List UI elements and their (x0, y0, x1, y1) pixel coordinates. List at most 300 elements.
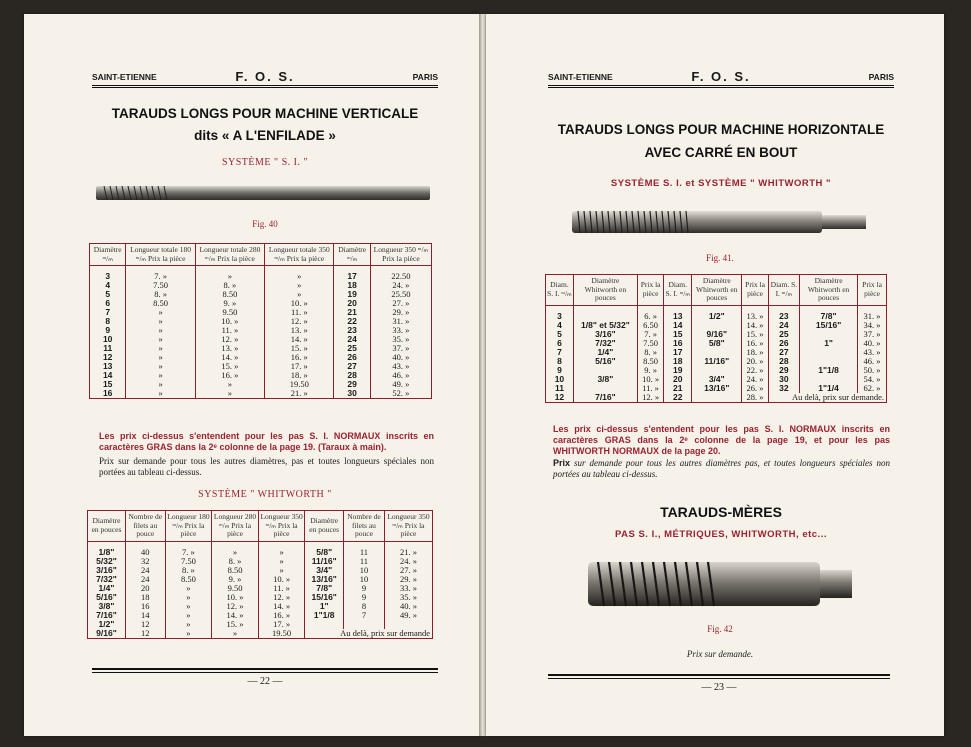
table-cell: 1/2" (692, 312, 742, 321)
table-cell: 37. » (370, 344, 431, 353)
table-row (90, 335, 432, 344)
column-header: Diamètre ᵐ/ₘ (90, 244, 126, 266)
table-cell: 3/8" (88, 602, 126, 611)
table-cell: 10. » (265, 299, 334, 308)
table-row (90, 299, 432, 308)
right-note-1 (553, 424, 890, 457)
table-cell: » (195, 389, 264, 399)
tap-fig40-drawing (96, 180, 432, 206)
left-title: TARAUDS LONGS POUR MACHINE VERTICALE (111, 106, 419, 121)
table-cell: 23 (334, 326, 370, 335)
table-cell: 13 (664, 312, 692, 321)
table-cell: 7.50 (637, 339, 663, 348)
table-cell: 12. » (637, 393, 663, 403)
table-cell: 27. » (370, 299, 431, 308)
table-cell: 21. » (265, 389, 334, 399)
table-cell: » (126, 308, 195, 317)
right-title: TARAUDS LONGS POUR MACHINE HORIZONTALE (557, 122, 885, 137)
table-cell: 50. » (858, 366, 887, 375)
table-cell: 20 (664, 375, 692, 384)
right-running-header (548, 66, 894, 88)
table-cell (692, 393, 742, 403)
si-price-table (89, 243, 432, 399)
table-cell: 28 (334, 371, 370, 380)
table-row (88, 557, 433, 566)
table-cell: 26. » (742, 384, 768, 393)
table-cell: 12 (546, 393, 574, 403)
header-brand: F. O. S. (235, 69, 295, 84)
table-cell: 14. » (742, 321, 768, 330)
column-header: Diamètre Whitworth en pouces (573, 275, 637, 306)
table-row (90, 272, 432, 281)
table-cell: 32 (768, 384, 799, 393)
table-cell: 12 (125, 629, 165, 639)
column-header: Longueur totale 350 ᵐ/ₘ Prix la pièce (265, 244, 334, 266)
column-header: Prix la pièce (742, 275, 768, 306)
table-cell: 29 (334, 380, 370, 389)
table-cell: 22.50 (370, 272, 431, 281)
table-cell: » (258, 548, 305, 557)
table-cell: 15. » (195, 362, 264, 371)
table-cell: 15/16" (800, 321, 858, 330)
table-cell: 18 (125, 593, 165, 602)
table-cell: 7/8" (305, 584, 344, 593)
whitworth-price-table (87, 510, 433, 639)
table-cell: 26 (768, 339, 799, 348)
table-cell: 7/16" (88, 611, 126, 620)
table-cell: 43. » (370, 362, 431, 371)
table-cell: 13. » (195, 344, 264, 353)
right-footer-rule (548, 674, 890, 679)
table-cell: » (126, 353, 195, 362)
table-cell: 13. » (265, 326, 334, 335)
right-note-2 (553, 458, 890, 480)
table-cell: 6.50 (637, 321, 663, 330)
table-cell: 11. » (265, 308, 334, 317)
table-cell: 16. » (742, 339, 768, 348)
column-header: Longueur totale 180 ᵐ/ₘ Prix la pièce (126, 244, 195, 266)
table-cell: 5/32" (88, 557, 126, 566)
table-cell: 40. » (858, 339, 887, 348)
table-cell: » (265, 281, 334, 290)
table-cell: 46. » (858, 357, 887, 366)
table-row (88, 593, 433, 602)
table-cell: 9.50 (195, 308, 264, 317)
table-cell: 10 (344, 566, 385, 575)
table-cell: 3 (90, 272, 126, 281)
header-rule (548, 85, 894, 88)
table-cell: 1/8" et 5/32" (573, 321, 637, 330)
right-note-prix: Prix (553, 458, 571, 468)
table-cell: 22 (334, 317, 370, 326)
table-cell: 11. » (258, 584, 305, 593)
column-header: Diamètre Whitworth en pouces (692, 275, 742, 306)
table-cell: 15. » (265, 344, 334, 353)
table-cell: 37. » (858, 330, 887, 339)
table-cell: 7.50 (165, 557, 212, 566)
table-cell: 14 (664, 321, 692, 330)
table-cell: » (126, 335, 195, 344)
table-cell: 40 (125, 548, 165, 557)
table-row (88, 584, 433, 593)
table-cell: 26 (334, 353, 370, 362)
table-cell: 10 (344, 575, 385, 584)
table-cell: 7. » (637, 330, 663, 339)
table-cell: 8 (90, 317, 126, 326)
table-cell: » (126, 380, 195, 389)
table-cell: 33. » (370, 326, 431, 335)
table-cell: 9/16" (692, 330, 742, 339)
table-cell: 10 (90, 335, 126, 344)
table-cell: 11 (344, 557, 385, 566)
table-cell: » (165, 620, 212, 629)
column-header: Diam. S. I. ᵐ/ₘ (546, 275, 574, 306)
table-cell: 4 (546, 321, 574, 330)
table-cell: 27 (334, 362, 370, 371)
column-header: Diamètre Whitworth en pouces (800, 275, 858, 306)
fig41-caption: Fig. 41. (706, 253, 734, 263)
table-cell: 8.50 (126, 299, 195, 308)
table-cell: 1/8" (88, 548, 126, 557)
table-cell: 14 (90, 371, 126, 380)
table-cell: 8. » (165, 566, 212, 575)
left-note-2: Prix sur demande pour tous les autres diamètres, pas et toutes longueurs spéciales non portées au tableau ci-dessus. (99, 456, 434, 477)
table-cell: 54. » (858, 375, 887, 384)
table-cell: 16. » (265, 353, 334, 362)
table-cell: 10. » (258, 575, 305, 584)
table-cell: 1/4" (573, 348, 637, 357)
table-cell: » (126, 389, 195, 399)
header-city: SAINT-ETIENNE (548, 72, 613, 82)
table-cell: 13/16" (692, 384, 742, 393)
system-whitworth-label: SYSTÈME " WHITWORTH " (198, 489, 332, 500)
table-cell: 1/4" (88, 584, 126, 593)
table-cell: 6 (546, 339, 574, 348)
table-cell: 1"1/8 (800, 366, 858, 375)
table-cell: 9 (90, 326, 126, 335)
table-cell: 19.50 (265, 380, 334, 389)
table-cell: 9.50 (212, 584, 259, 593)
table-cell: 12. » (195, 335, 264, 344)
table-cell: 8. » (126, 290, 195, 299)
column-header: Longueur 350 ᵐ/ₘ Prix la pièce (258, 511, 305, 542)
table-cell: » (165, 584, 212, 593)
column-header: Longueur 280 ᵐ/ₘ Prix la pièce (212, 511, 259, 542)
table-cell: 20 (334, 299, 370, 308)
table-cell: 16. » (258, 611, 305, 620)
table-cell: 15 (664, 330, 692, 339)
table-cell: 12. » (212, 602, 259, 611)
table-cell: 52. » (370, 389, 431, 399)
table-row (88, 602, 433, 611)
table-cell: » (265, 272, 334, 281)
header-city-right: PARIS (868, 72, 894, 82)
table-cell: » (165, 629, 212, 639)
table-cell: » (165, 602, 212, 611)
table-cell: 11. » (195, 326, 264, 335)
table-row (90, 290, 432, 299)
table-row (546, 393, 887, 403)
table-cell: 62. » (858, 384, 887, 393)
table-row (90, 380, 432, 389)
table-cell: » (212, 548, 259, 557)
table-cell: 1/2" (88, 620, 126, 629)
table-cell: 11/16" (305, 557, 344, 566)
table-row (88, 566, 433, 575)
table-cell: 8. » (212, 557, 259, 566)
table-cell: 27. » (384, 566, 432, 575)
table-cell: 16. » (195, 371, 264, 380)
table-row (90, 371, 432, 380)
table-cell (800, 348, 858, 357)
table-cell: 24 (125, 575, 165, 584)
column-header: Diamètre ᵐ/ₘ (334, 244, 370, 266)
table-cell: 14. » (265, 335, 334, 344)
header-rule (92, 85, 438, 88)
right-note-bold: Les prix ci-dessus s'entendent pour les pas S. I. NORMAUX inscrits en caractères GRAS dans la 2ᵉ colonne de la page 19, et pour les pas WHITWORTH NORMAUX de la page 20. (553, 424, 890, 456)
table-cell: » (126, 362, 195, 371)
table-cell: 16 (125, 602, 165, 611)
table-cell: 9. » (212, 575, 259, 584)
table-cell: 8 (344, 602, 385, 611)
table-cell: 19 (664, 366, 692, 375)
column-header: Longueur 350 ᵐ/ₘ Prix la pièce (384, 511, 432, 542)
table-cell: 7 (90, 308, 126, 317)
table-cell: 29 (768, 366, 799, 375)
table-cell (305, 620, 344, 629)
table-cell: 15 (90, 380, 126, 389)
fig42-caption: Fig. 42 (707, 624, 733, 634)
table-cell: 8.50 (165, 575, 212, 584)
table-row (90, 389, 432, 399)
table-cell: 33. » (384, 584, 432, 593)
table-cell: 24 (125, 566, 165, 575)
table-cell: 12. » (258, 593, 305, 602)
column-header: Longueur 350 ᵐ/ₘ Prix la pièce (370, 244, 431, 266)
table-cell: 19.50 (258, 629, 305, 639)
table-cell: 13. » (742, 312, 768, 321)
table-cell: 17. » (258, 620, 305, 629)
table-cell: 21. » (384, 548, 432, 557)
table-cell: 5 (90, 290, 126, 299)
table-cell: 12 (125, 620, 165, 629)
table-cell: 29. » (370, 308, 431, 317)
table-footer-note: Au delà, prix sur demande. (768, 393, 886, 403)
table-cell: 18. » (742, 348, 768, 357)
table-cell: 16 (664, 339, 692, 348)
table-cell: » (258, 566, 305, 575)
header-brand: F. O. S. (691, 69, 751, 84)
table-cell: 15. » (742, 330, 768, 339)
table-cell: 8.50 (212, 566, 259, 575)
table-cell: 6 (90, 299, 126, 308)
left-subtitle: dits « A L'ENFILADE » (194, 128, 336, 143)
table-cell: 49. » (384, 611, 432, 620)
table-cell: 40. » (384, 602, 432, 611)
table-cell: » (258, 557, 305, 566)
left-footer-rule (92, 668, 438, 673)
table-cell: 1" (800, 339, 858, 348)
left-page-number: — 22 — (247, 676, 283, 687)
table-cell: 46. » (370, 371, 431, 380)
table-cell: 18 (334, 281, 370, 290)
left-running-header (92, 66, 438, 88)
table-cell: 29. » (384, 575, 432, 584)
table-footer-note: Au delà, prix sur demande (305, 629, 433, 639)
table-cell: » (165, 593, 212, 602)
table-cell: 3/4" (692, 375, 742, 384)
table-cell: » (195, 272, 264, 281)
table-cell: 40. » (370, 353, 431, 362)
fig42-price-note: Prix sur demande. (686, 649, 754, 659)
table-cell: 32 (125, 557, 165, 566)
right-page-number: — 23 — (701, 682, 737, 693)
table-cell: 9 (546, 366, 574, 375)
table-cell: 15/16" (305, 593, 344, 602)
table-cell: 25 (768, 330, 799, 339)
table-cell: 7/32" (573, 339, 637, 348)
table-cell: 24. » (742, 375, 768, 384)
table-cell: 24. » (370, 281, 431, 290)
table-cell: 27 (768, 348, 799, 357)
table-cell: 9. » (195, 299, 264, 308)
table-cell: 31. » (858, 312, 887, 321)
table-cell: 11. » (637, 384, 663, 393)
table-cell: 19 (334, 290, 370, 299)
table-cell: 3/16" (573, 330, 637, 339)
taraud-meres-subtitle: PAS S. I., MÉTRIQUES, WHITWORTH, etc... (615, 529, 827, 540)
table-cell: 3/16" (88, 566, 126, 575)
fig40-caption: Fig. 40 (252, 219, 278, 229)
column-header: Longueur totale 280 ᵐ/ₘ Prix la pièce (195, 244, 264, 266)
table-cell: 13/16" (305, 575, 344, 584)
table-cell: 8.50 (637, 357, 663, 366)
table-cell: 8. » (195, 281, 264, 290)
column-header: Longueur 180 ᵐ/ₘ Prix la pièce (165, 511, 212, 542)
column-header: Prix la pièce (858, 275, 887, 306)
table-cell: 7/32" (88, 575, 126, 584)
table-cell: 1"1/4 (800, 384, 858, 393)
table-cell: 35. » (384, 593, 432, 602)
taraud-meres-title: TARAUDS-MÈRES (660, 504, 782, 520)
table-cell: 14. » (212, 611, 259, 620)
table-cell: 21 (664, 384, 692, 393)
table-cell: 24 (768, 321, 799, 330)
header-city: SAINT-ETIENNE (92, 72, 157, 82)
table-cell: 24 (334, 335, 370, 344)
table-cell: 10. » (212, 593, 259, 602)
system-si-label: SYSTÈME " S. I. " (221, 157, 309, 168)
table-cell: » (126, 317, 195, 326)
table-row (90, 344, 432, 353)
table-cell: 13 (90, 362, 126, 371)
left-note-bold: Les prix ci-dessus s'entendent pour les pas S. I. NORMAUX inscrits en caractères GRAS dans la 2ᵉ colonne de la page 19. (Taraux à main). (99, 431, 434, 452)
table-cell: 34. » (858, 321, 887, 330)
table-cell: 6. » (637, 312, 663, 321)
column-header: Nombre de filets au pouce (125, 511, 165, 542)
table-cell: 9 (344, 584, 385, 593)
table-cell: 31. » (370, 317, 431, 326)
table-cell: 10. » (195, 317, 264, 326)
table-cell: » (126, 371, 195, 380)
table-cell: 49. » (370, 380, 431, 389)
table-cell: 11 (90, 344, 126, 353)
table-cell: 8. » (637, 348, 663, 357)
column-header: Prix la pièce (637, 275, 663, 306)
table-cell: 9 (344, 593, 385, 602)
table-cell: 25.50 (370, 290, 431, 299)
table-cell: 30 (768, 375, 799, 384)
table-cell: 15. » (212, 620, 259, 629)
column-header: Diamètre en pouces (88, 511, 126, 542)
table-cell: 28. » (742, 393, 768, 403)
table-cell: 20 (125, 584, 165, 593)
table-row (90, 281, 432, 290)
table-cell: 3/8" (573, 375, 637, 384)
table-cell: 25 (334, 344, 370, 353)
table-cell: » (165, 611, 212, 620)
table-cell: 22 (664, 393, 692, 403)
table-cell: » (126, 344, 195, 353)
table-cell: 8 (546, 357, 574, 366)
table-cell: 5/16" (88, 593, 126, 602)
table-row (88, 548, 433, 557)
table-row (90, 362, 432, 371)
horizontal-tap-price-table (545, 274, 887, 403)
table-cell: 1"1/8 (305, 611, 344, 620)
table-cell: 5 (546, 330, 574, 339)
table-cell: 20. » (742, 357, 768, 366)
table-cell: » (265, 290, 334, 299)
table-cell: 5/8" (305, 548, 344, 557)
table-cell: 12. » (265, 317, 334, 326)
table-cell: 35. » (370, 335, 431, 344)
table-row (88, 629, 433, 639)
system-si-whitworth-label: SYSTÈME S. I. et SYSTÈME " WHITWORTH " (610, 178, 832, 189)
table-cell: 3 (546, 312, 574, 321)
column-header: Nombre de filets au pouce (344, 511, 385, 542)
table-cell: 11 (344, 548, 385, 557)
table-cell: » (212, 629, 259, 639)
table-cell: » (195, 380, 264, 389)
column-header: Diamètre en pouces (305, 511, 344, 542)
table-cell: 24. » (384, 557, 432, 566)
table-cell: 11 (546, 384, 574, 393)
table-cell: 5/8" (692, 339, 742, 348)
table-cell: 18 (664, 357, 692, 366)
table-cell: 7.50 (126, 281, 195, 290)
table-cell: 22. » (742, 366, 768, 375)
table-cell: 7. » (126, 272, 195, 281)
tap-fig41-drawing (572, 206, 868, 240)
table-cell: 17 (334, 272, 370, 281)
table-cell: 4 (90, 281, 126, 290)
table-cell: 18. » (265, 371, 334, 380)
table-cell: 30 (334, 389, 370, 399)
table-cell: 11/16" (692, 357, 742, 366)
table-cell: 14 (125, 611, 165, 620)
table-cell: 16 (90, 389, 126, 399)
table-cell: 43. » (858, 348, 887, 357)
header-city-right: PARIS (412, 72, 438, 82)
table-cell: 28 (768, 357, 799, 366)
table-row (90, 308, 432, 317)
table-cell: 7 (344, 611, 385, 620)
table-cell: 3/4" (305, 566, 344, 575)
table-row (90, 326, 432, 335)
table-cell: 23 (768, 312, 799, 321)
table-cell: 10 (546, 375, 574, 384)
